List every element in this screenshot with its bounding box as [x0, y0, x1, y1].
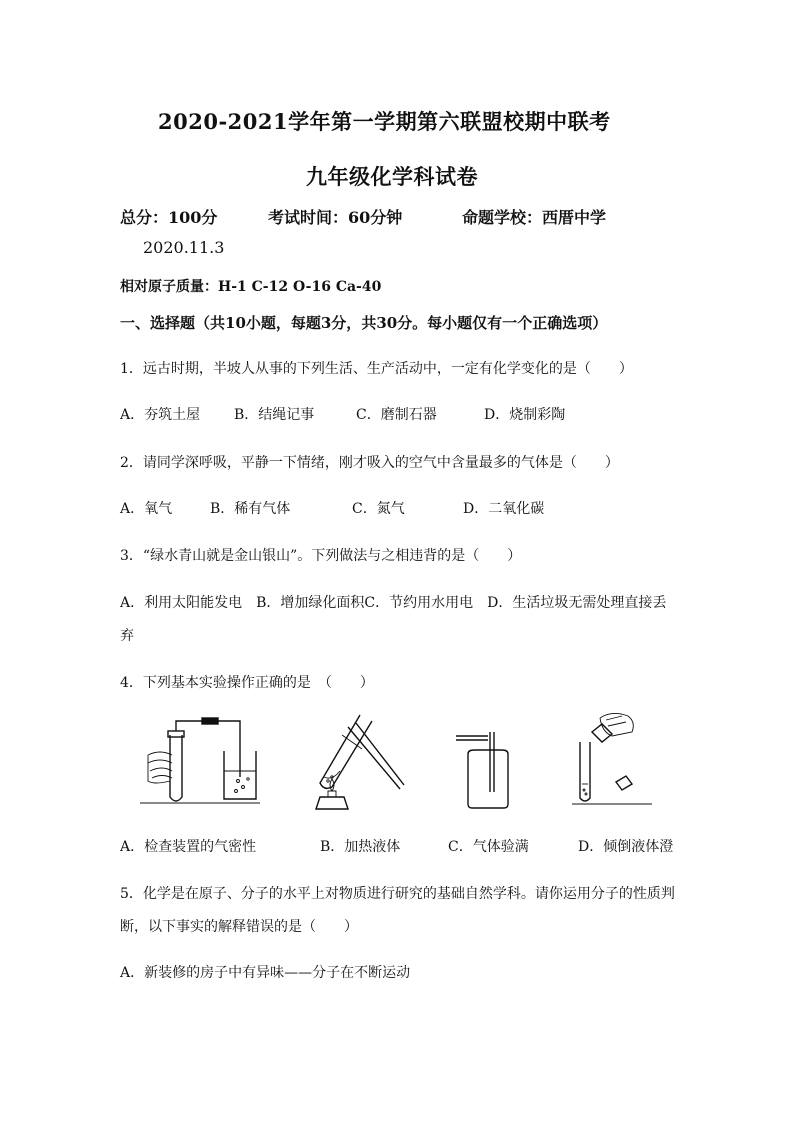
- q2-option-b: B．稀有气体: [210, 501, 291, 517]
- question-5-stem-line1: 5．化学是在原子、分子的水平上对物质进行研究的基础自然学科。请你运用分子的性质判: [120, 886, 675, 902]
- q3-options-line1: A．利用太阳能发电 B．增加绿化面积C．节约用水用电 D．生活垃圾无需处理直接丢: [120, 595, 667, 611]
- q3-options-line2: 弃: [120, 628, 134, 644]
- figure-d-pouring-liquid: [572, 710, 652, 810]
- question-3-stem: 3．“绿水青山就是金山银山”。下列做法与之相违背的是（ ）: [120, 548, 522, 564]
- q2-option-c: C．氮气: [352, 501, 405, 517]
- q1-option-d: D．烧制彩陶: [484, 407, 566, 423]
- total-score: 总分：100分: [120, 208, 218, 227]
- exam-subtitle: 九年级化学科试卷: [306, 164, 478, 189]
- q1-option-a: A．夯筑土屋: [120, 407, 201, 423]
- q4-option-b: B．加热液体: [320, 839, 401, 855]
- question-4-stem: 4．下列基本实验操作正确的是 （ ）: [120, 675, 374, 691]
- question-5-stem-line2: 断，以下事实的解释错误的是（ ）: [120, 919, 358, 935]
- figure-c-gas-full-test: [452, 730, 522, 810]
- figure-a-airtightness: [140, 715, 260, 810]
- setting-school: 命题学校：西厝中学: [462, 208, 607, 227]
- q5-option-a: A．新装修的房子中有异味——分子在不断运动: [120, 965, 411, 981]
- q1-option-b: B．结绳记事: [234, 407, 315, 423]
- q4-option-d: D．倾倒液体澄: [578, 839, 674, 855]
- question-2-stem: 2．请同学深呼吸，平静一下情绪，刚才吸入的空气中含量最多的气体是（ ）: [120, 455, 619, 471]
- exam-date: 2020.11.3: [143, 238, 225, 257]
- figure-b-heating-liquid: [302, 705, 412, 815]
- section-heading: 一、选择题（共10小题，每题3分，共30分。每小题仅有一个正确选项）: [120, 314, 608, 332]
- q1-option-c: C．磨制石器: [356, 407, 437, 423]
- q4-option-a: A．检查装置的气密性: [120, 839, 257, 855]
- q2-option-d: D．二氧化碳: [463, 501, 545, 517]
- q2-option-a: A．氧气: [120, 501, 173, 517]
- exam-time: 考试时间：60分钟: [268, 208, 403, 227]
- exam-title: 2020-2021学年第一学期第六联盟校期中联考: [158, 109, 611, 134]
- q4-option-c: C．气体验满: [448, 839, 529, 855]
- question-1-stem: 1．远古时期，半坡人从事的下列生活、生产活动中，一定有化学变化的是（ ）: [120, 361, 633, 377]
- atomic-mass: 相对原子质量：H-1 C-12 O-16 Ca-40: [120, 279, 382, 295]
